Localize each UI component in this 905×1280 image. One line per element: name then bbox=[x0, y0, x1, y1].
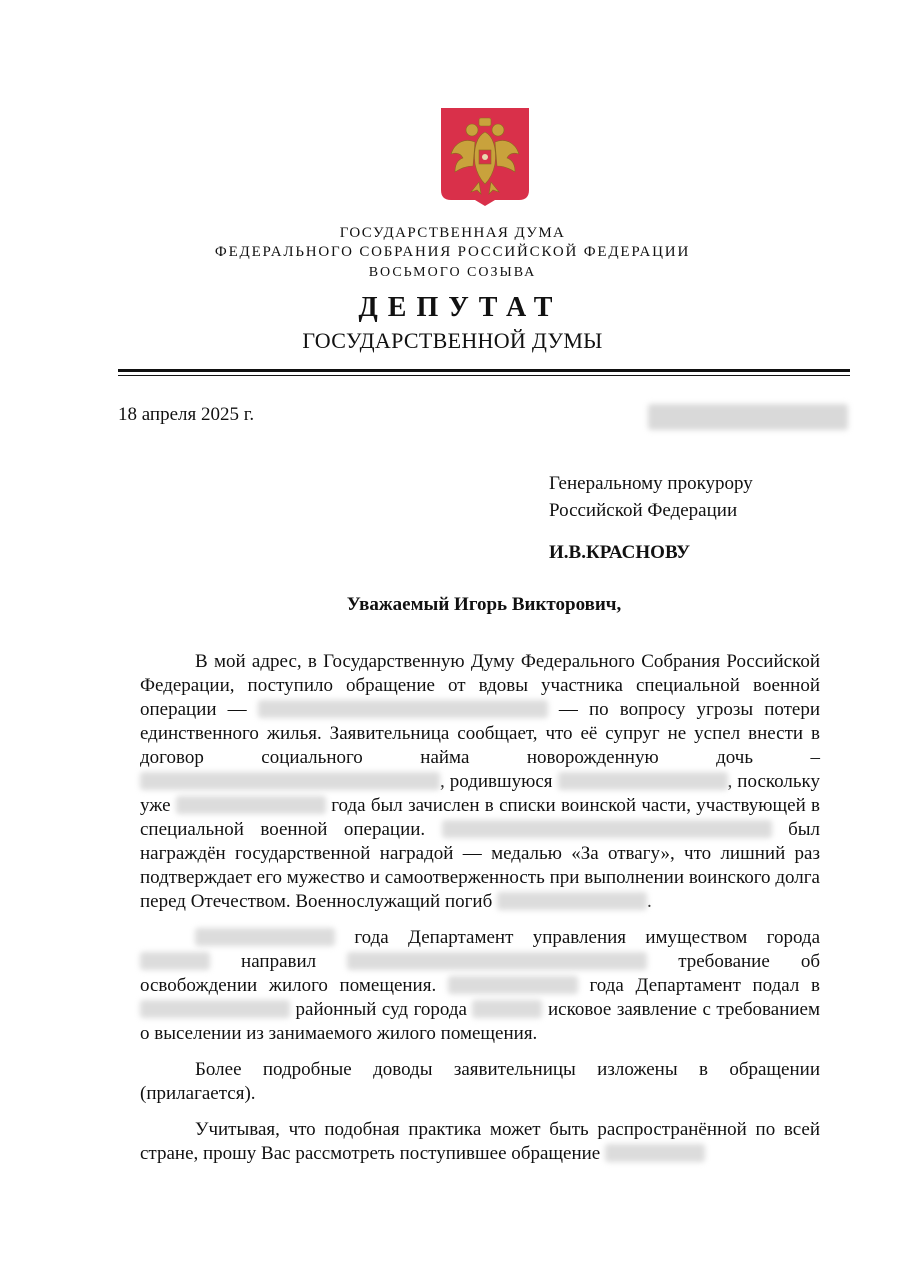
text: , родившуюся bbox=[440, 771, 553, 792]
text: районный суд города bbox=[295, 999, 467, 1020]
redacted-text bbox=[558, 772, 728, 790]
text: В мой адрес, в Государственную Думу Федерального Собрания Российской Федерации, поступило обращение от вдовы участника специальной военной операции — bbox=[140, 651, 820, 720]
text: требование об освобождении жилого помещения. bbox=[140, 951, 820, 996]
salutation: Уважаемый Игорь Викторович, bbox=[346, 594, 622, 615]
org-name-line-3: ВОСЬМОГО СОЗЫВА bbox=[368, 265, 537, 280]
text: — по вопросу угрозы потери единственного жилья. Заявительница сообщает, что её супруг не успел внести в договор социального найма новорожденную дочь – bbox=[140, 699, 821, 768]
redacted-text bbox=[176, 796, 326, 814]
header-rule-thick bbox=[118, 369, 850, 372]
letterhead-title: ДЕПУТАТ bbox=[358, 292, 563, 323]
redacted-text bbox=[448, 976, 578, 994]
paragraph-3: Более подробные доводы заявительницы изложены в обращении (прилагается). bbox=[140, 1059, 820, 1104]
redacted-text bbox=[347, 952, 647, 970]
redacted-text bbox=[140, 1000, 290, 1018]
org-name-line-1: ГОСУДАРСТВЕННАЯ ДУМА bbox=[339, 225, 566, 241]
addressee-name: И.В.КРАСНОВУ bbox=[549, 542, 691, 563]
redacted-text bbox=[195, 928, 335, 946]
text: , поскольку уже bbox=[140, 771, 821, 816]
redacted-reg-number bbox=[648, 404, 848, 430]
redacted-text bbox=[497, 892, 647, 910]
redacted-text bbox=[140, 772, 440, 790]
redacted-text bbox=[140, 952, 210, 970]
addressee-line-1: Генеральному прокурору bbox=[549, 473, 753, 494]
text: направил bbox=[241, 951, 317, 972]
paragraph-4 bbox=[140, 1118, 820, 1166]
text: года Департамент подал в bbox=[589, 975, 820, 996]
paragraph-2 bbox=[140, 926, 820, 1046]
addressee-block bbox=[549, 470, 753, 524]
letter-date: 18 апреля 2025 г. bbox=[118, 404, 255, 425]
redacted-text bbox=[258, 700, 548, 718]
header-rule-thin bbox=[118, 375, 850, 376]
letter-body bbox=[140, 650, 820, 1178]
text: Учитывая, что подобная практика может быть распространённой по всей стране, прошу Вас рассмотреть поступившее обращение bbox=[140, 1119, 820, 1164]
text: исковое заявление с требованием о выселении из занимаемого жилого помещения. bbox=[140, 999, 820, 1044]
redacted-text bbox=[442, 820, 772, 838]
paragraph-1 bbox=[140, 650, 820, 914]
addressee-line-2: Российской Федерации bbox=[549, 500, 738, 521]
text: . bbox=[647, 891, 652, 912]
text: года Департамент управления имуществом города bbox=[354, 927, 820, 948]
org-name-line-2: ФЕДЕРАЛЬНОГО СОБРАНИЯ РОССИЙСКОЙ ФЕДЕРАЦИИ bbox=[214, 244, 691, 260]
coat-of-arms-icon bbox=[441, 108, 529, 206]
letterhead-subtitle: ГОСУДАРСТВЕННОЙ ДУМЫ bbox=[302, 328, 603, 353]
text: года был зачислен в списки воинской части, участвующей в специальной военной операции. bbox=[140, 795, 821, 840]
redacted-text bbox=[472, 1000, 542, 1018]
redacted-text bbox=[605, 1144, 705, 1162]
text: был награждён государственной наградой — медалью «За отвагу», что лишний раз подтверждает его мужество и самоотверженность при выполнении воинского долга перед Отечеством. Военнослужащий погиб bbox=[140, 819, 820, 912]
